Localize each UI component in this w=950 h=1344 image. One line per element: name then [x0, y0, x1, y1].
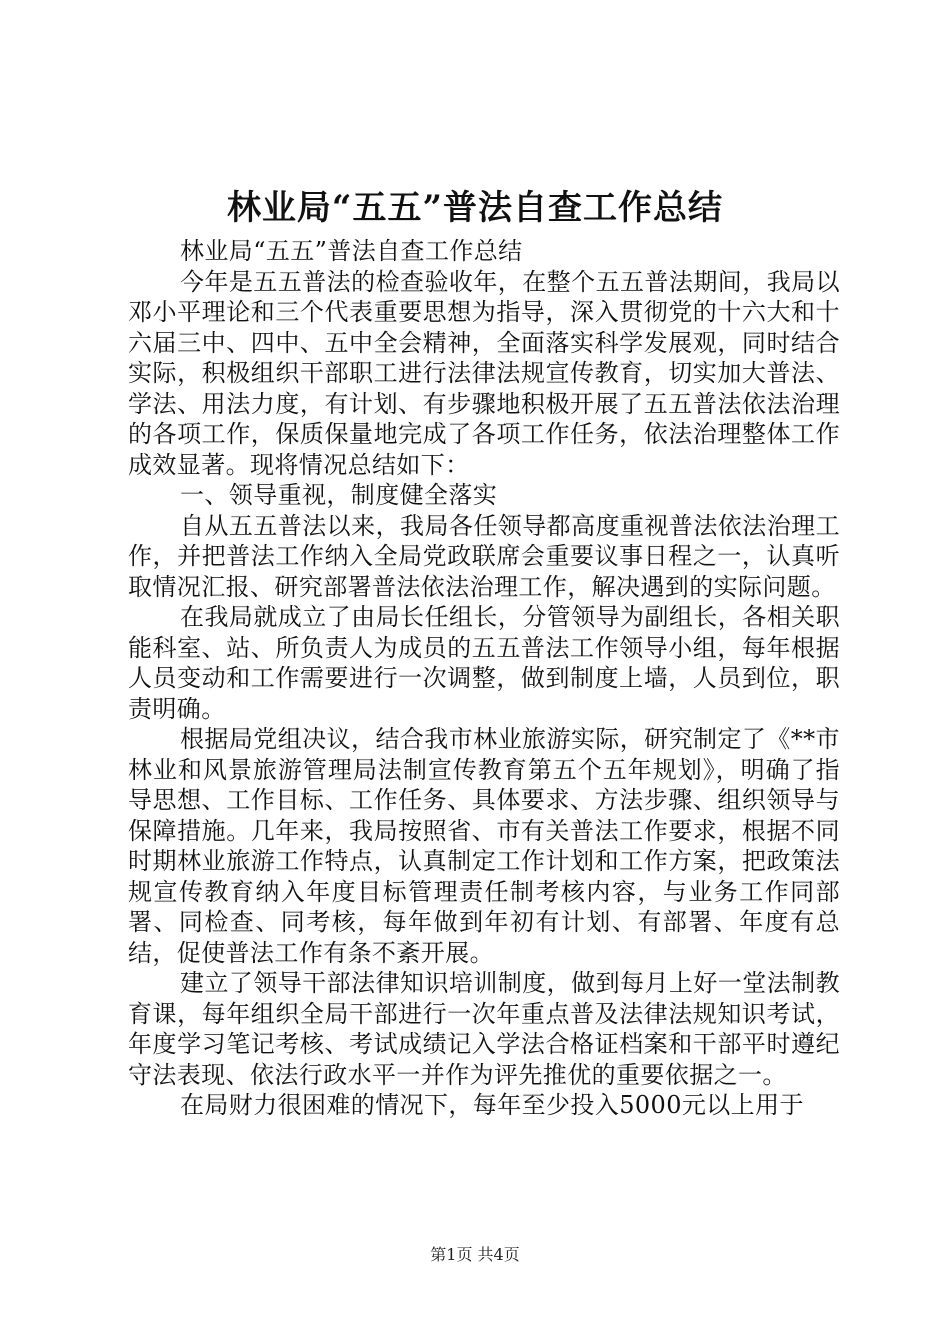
paragraph-leading-group: 在我局就成立了由局长任组长，分管领导为副组长，各相关职能科室、站、所负责人为成员的五五普法工作领导小组，每年根据人员变动和工作需要进行一次调整，做到制度上墙，人员到位，职责明确。	[128, 603, 840, 723]
paragraph-funding: 在局财力很困难的情况下，每年至少投入5000元以上用于	[180, 1091, 804, 1119]
document-body	[128, 236, 840, 1121]
paragraph-intro: 今年是五五普法的检查验收年，在整个五五普法期间，我局以邓小平理论和三个代表重要思想为指导，深入贯彻党的十六大和十六届三中、四中、五中全会精神，全面落实科学发展观，同时结合实际，积极组织干部职工进行法律法规宣传教育，切实加大普法、学法、用法力度，有计划、有步骤地积极开展了五五普法依法治理的各项工作，保质保量地完成了各项工作任务，依法治理整体工作成效显著。现将情况总结如下：	[128, 267, 840, 479]
section-heading-1: 一、领导重视，制度健全落实	[180, 481, 498, 509]
paragraph-subtitle: 林业局“五五”普法自查工作总结	[180, 237, 523, 265]
paragraph-five-year-plan: 根据局党组决议，结合我市林业旅游实际，研究制定了《**市林业和风景旅游管理局法制宣传教育第五个五年规划》，明确了指导思想、工作目标、工作任务、具体要求、方法步骤、组织领导与保障措施。几年来，我局按照省、市有关普法工作要求，根据不同时期林业旅游工作特点，认真制定工作计划和工作方案，把政策法规宣传教育纳入年度目标管理责任制考核内容，与业务工作同部署、同检查、同考核，每年做到年初有计划、有部署、年度有总结，促使普法工作有条不紊开展。	[128, 725, 840, 967]
document-title: 林业局“五五”普法自查工作总结	[226, 188, 724, 228]
page-footer: 第1页 共4页	[430, 1245, 520, 1264]
paragraph-leadership: 自从五五普法以来，我局各任领导都高度重视普法依法治理工作，并把普法工作纳入全局党政联席会重要议事日程之一，认真听取情况汇报、研究部署普法依法治理工作，解决遇到的实际问题。	[128, 511, 840, 601]
paragraph-training-system: 建立了领导干部法律知识培训制度，做到每月上好一堂法制教育课，每年组织全局干部进行一次年重点普及法律法规知识考试，年度学习笔记考核、考试成绩记入学法合格证档案和干部平时遵纪守法表现、依法行政水平一并作为评先推优的重要依据之一。	[128, 969, 840, 1089]
